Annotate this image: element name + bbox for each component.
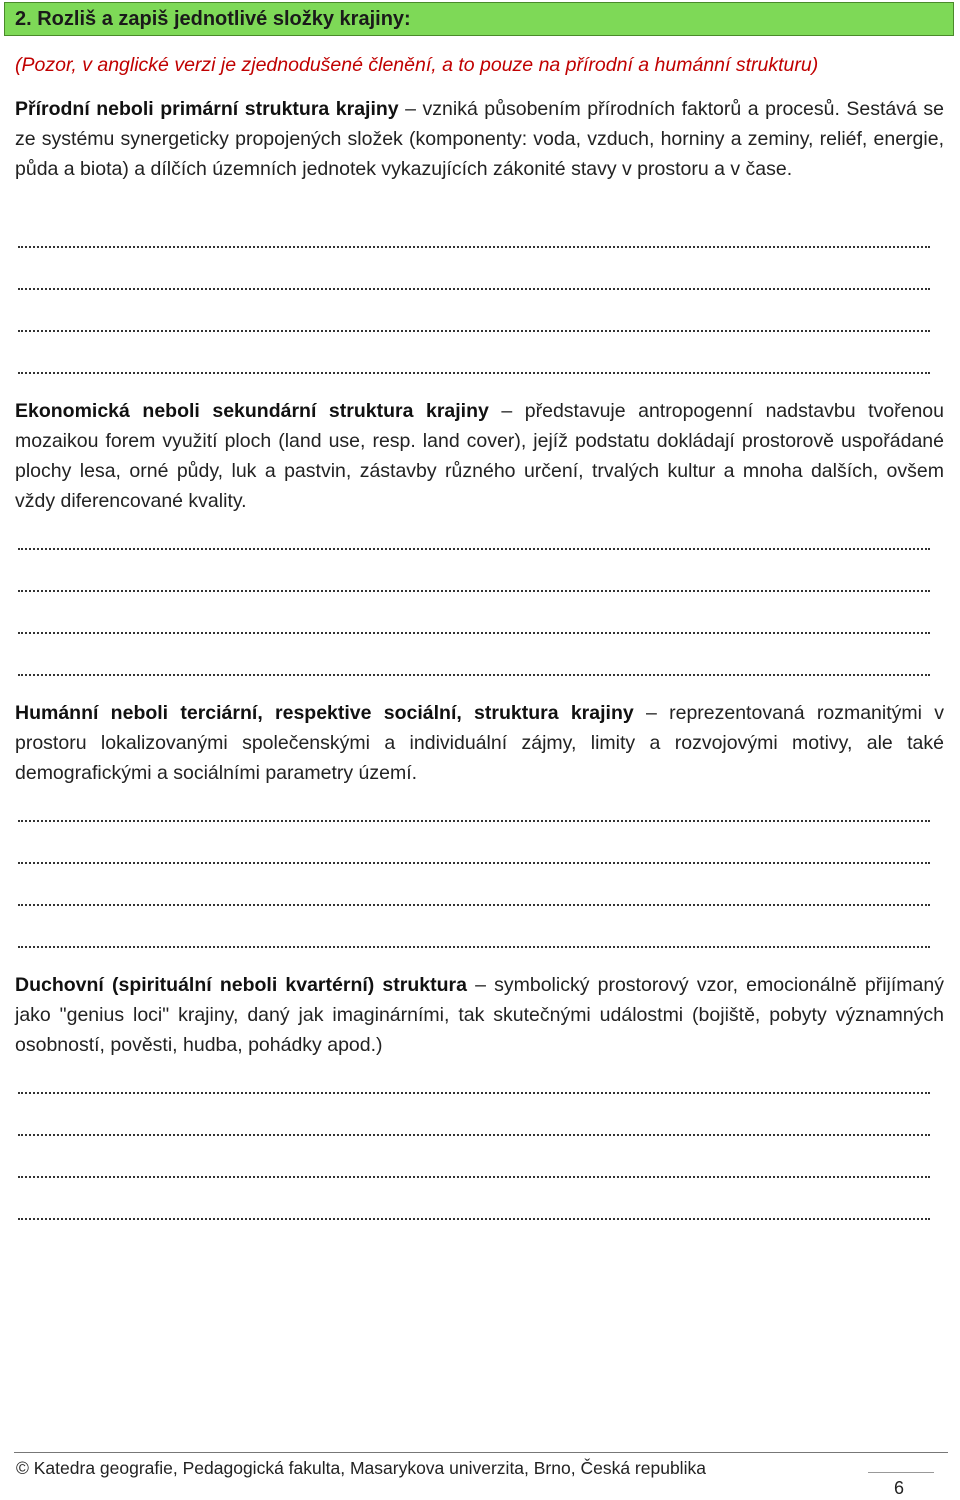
footer-copyright: © Katedra geografie, Pedagogická fakulta, Masarykova univerzita, Brno, Česká republika — [16, 1458, 706, 1478]
answer-line[interactable] — [18, 632, 930, 634]
answer-line[interactable] — [18, 372, 930, 374]
answer-line[interactable] — [18, 820, 930, 822]
section-description: – symbolický prostorový vzor, emocionálně přijímaný jako "genius loci" krajiny, daný jak imaginárními, tak skutečnými událostmi (bojiště, pobyty významných osobností, pověsti, hudba, pohádky apod.) — [15, 974, 944, 1056]
answer-line[interactable] — [18, 674, 930, 676]
task-header — [4, 2, 954, 36]
answer-line[interactable] — [18, 1218, 930, 1220]
answer-line[interactable] — [18, 862, 930, 864]
answer-line[interactable] — [18, 288, 930, 290]
section-term: Ekonomická neboli sekundární struktura krajiny — [15, 400, 489, 422]
answer-line[interactable] — [18, 330, 930, 332]
section-human — [15, 698, 944, 788]
answer-line[interactable] — [18, 1092, 930, 1094]
answer-line[interactable] — [18, 1134, 930, 1136]
answer-line[interactable] — [18, 548, 930, 550]
section-description: – vzniká působením přírodních faktorů a procesů. Sestává se ze systému synergeticky propojených složek (komponenty: voda, vzduch, horniny a zeminy, reliéf, energie, půda a biota) a dílčích územních jednotek vykazujících zákonité stavy v prostoru a v čase. — [15, 98, 944, 180]
answer-line[interactable] — [18, 904, 930, 906]
page-number-divider — [868, 1472, 934, 1473]
answer-line[interactable] — [18, 590, 930, 592]
section-spiritual — [15, 970, 944, 1060]
footer-divider — [14, 1452, 948, 1453]
section-natural — [15, 94, 944, 184]
section-description: – představuje antropogenní nadstavbu tvořenou mozaikou forem využití ploch (land use, resp. land cover), jejíž podstatu dokládají prostorově uspořádané plochy lesa, orné půdy, luk a pastvin, zástavby různého určení, trvalých kultur a mnoha dalších, ovšem vždy diferencované kvality. — [15, 400, 944, 512]
page-number: 6 — [894, 1478, 905, 1498]
answer-line[interactable] — [18, 1176, 930, 1178]
section-economic — [15, 396, 944, 516]
task-title: 2. Rozliš a zapiš jednotlivé složky krajiny: — [15, 8, 411, 30]
note-text: (Pozor, v anglické verzi je zjednodušené členění, a to pouze na přírodní a humánní strukturu) — [15, 54, 819, 76]
answer-line[interactable] — [18, 946, 930, 948]
section-term: Humánní neboli terciární, respektive sociální, struktura krajiny — [15, 702, 634, 724]
answer-line[interactable] — [18, 246, 930, 248]
section-description: – reprezentovaná rozmanitými v prostoru lokalizovanými společenskými a individuální zájmy, limity a rozvojovými motivy, ale také demografickými a sociálními parametry území. — [15, 702, 944, 784]
section-term: Přírodní neboli primární struktura krajiny — [15, 98, 399, 120]
section-term: Duchovní (spirituální neboli kvartérní) struktura — [15, 974, 467, 996]
